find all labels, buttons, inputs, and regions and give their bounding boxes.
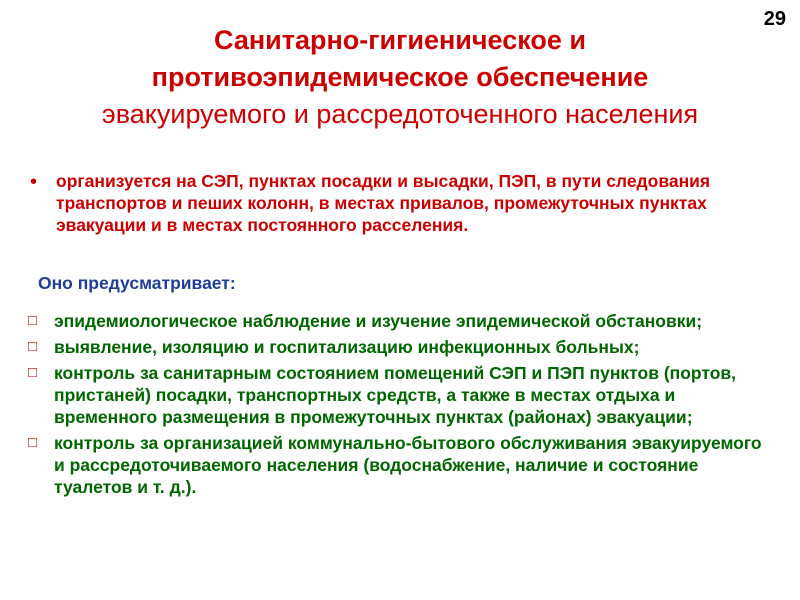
title-line-2: противоэпидемическое обеспечение [151,62,649,92]
bullet-dot-icon: • [30,171,38,193]
list-item [28,310,768,332]
list-item [28,336,768,358]
list-item [28,362,768,428]
slide-title [0,22,800,133]
square-bullet-icon: □ [28,312,38,329]
list-item-text: контроль за организацией коммунально-бытового обслуживания эвакуируемого и рассредоточиваемого населения (водоснабжение, наличие и состояние туалетов и т. д.). [54,433,762,497]
square-bullet-icon: □ [28,338,38,355]
intro-text: организуется на СЭП, пунктах посадки и высадки, ПЭП, в пути следования транспортов и пеших колонн, в местах привалов, промежуточных пунктах эвакуации и в местах постоянного расселения. [56,171,711,235]
intro-paragraph [30,170,770,236]
list-item-text: выявление, изоляцию и госпитализацию инфекционных больных; [54,337,640,357]
page-number: 29 [763,8,786,30]
square-bullet-icon: □ [28,434,38,451]
provides-heading: Оно предусматривает: [38,273,236,293]
measures-list [28,310,768,502]
title-line-1: Санитарно-гигиеническое и [213,25,586,55]
list-item-text: контроль за санитарным состоянием помещений СЭП и ПЭП пунктов (портов, пристаней) посадки, транспортных средств, а также в местах отдыха и временного размещения в промежуточных пунктах (районах) эвакуации; [54,363,737,427]
list-item [28,432,768,498]
title-line-3: эвакуируемого и рассредоточенного населения [101,99,699,129]
square-bullet-icon: □ [28,364,38,381]
list-item-text: эпидемиологическое наблюдение и изучение эпидемической обстановки; [54,311,703,331]
